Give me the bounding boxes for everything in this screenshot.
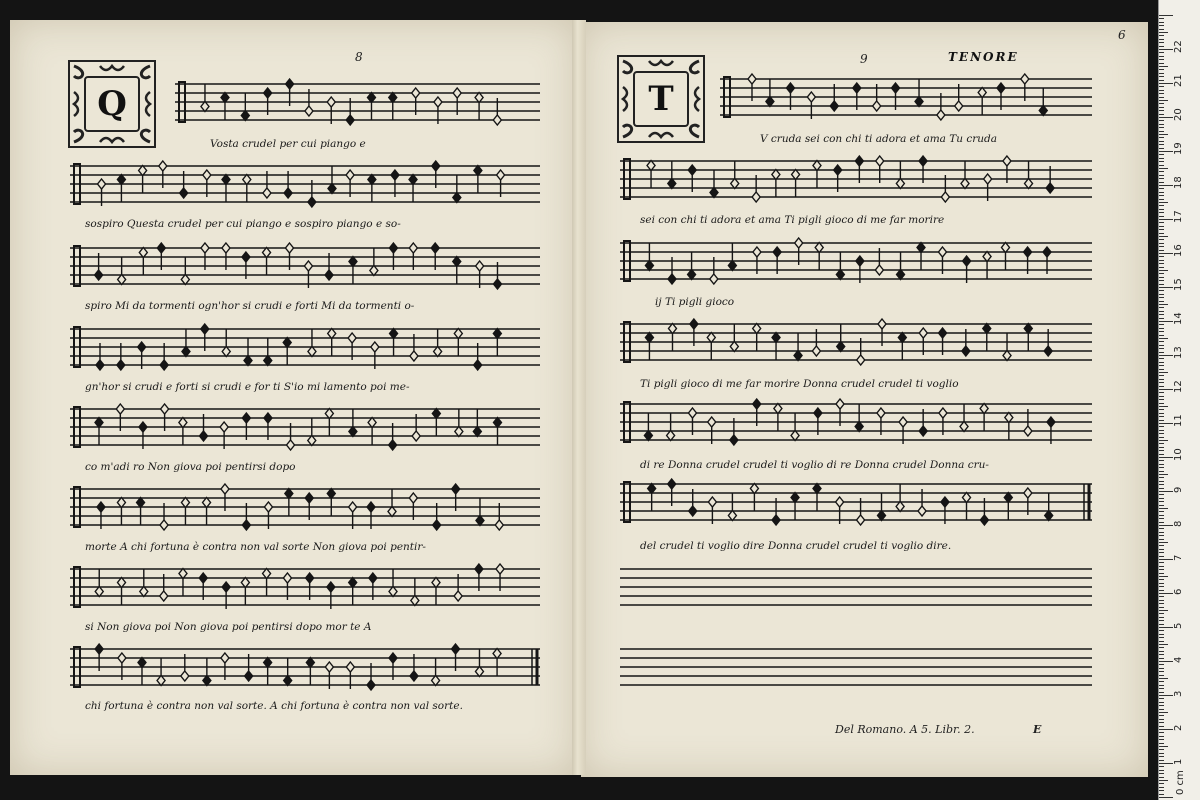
ruler-tick xyxy=(1159,416,1164,417)
ruler-tick xyxy=(1159,90,1164,91)
ruler-tick xyxy=(1159,450,1164,451)
ruler-number: 7 xyxy=(1173,554,1184,561)
ruler-tick xyxy=(1159,59,1164,60)
lyric-line: Vosta crudel per cui piango e xyxy=(210,138,366,150)
ruler-tick xyxy=(1159,777,1164,778)
ruler-tick xyxy=(1159,304,1168,305)
ruler-tick xyxy=(1159,73,1164,74)
ruler-tick xyxy=(1159,430,1164,431)
ruler-tick xyxy=(1159,688,1164,689)
ruler-tick xyxy=(1159,603,1164,604)
music-staff xyxy=(70,563,540,615)
ruler-tick xyxy=(1159,372,1168,373)
ruler-tick xyxy=(1159,25,1164,26)
lyric-line: del crudel ti voglio dire Donna crudel crudel ti voglio dire. xyxy=(640,540,952,552)
ruler-tick xyxy=(1159,753,1164,754)
ruler-tick xyxy=(1159,175,1164,176)
ruler-tick xyxy=(1159,467,1164,468)
ruler-tick xyxy=(1159,426,1164,427)
ruler-tick xyxy=(1159,787,1164,788)
ruler-tick xyxy=(1159,508,1168,509)
ruler-tick xyxy=(1159,620,1164,621)
ruler-tick xyxy=(1159,246,1164,247)
ruler-tick xyxy=(1159,321,1173,322)
ruler-tick xyxy=(1159,790,1164,791)
ruler-tick xyxy=(1159,185,1173,186)
ruler-tick xyxy=(1159,243,1164,244)
ruler-tick xyxy=(1159,729,1173,730)
lyric-line: si Non giova poi Non giova poi pentirsi dopo mor te A xyxy=(85,621,372,633)
music-staff xyxy=(720,73,1092,125)
ruler-tick xyxy=(1159,233,1164,234)
colophon-footer: Del Romano. A 5. Libr. 2. xyxy=(835,723,975,736)
ruler-tick xyxy=(1159,335,1164,336)
ruler-tick xyxy=(1159,685,1164,686)
ruler-tick xyxy=(1159,722,1164,723)
ruler-tick xyxy=(1159,80,1164,81)
ruler-number: 5 xyxy=(1173,622,1184,629)
ruler-tick xyxy=(1159,675,1164,676)
ruler-tick xyxy=(1159,545,1164,546)
ruler-number: 17 xyxy=(1173,210,1184,223)
ruler-tick xyxy=(1159,658,1164,659)
ruler-tick xyxy=(1159,535,1164,536)
ruler-tick xyxy=(1159,505,1164,506)
ruler-tick xyxy=(1159,83,1173,84)
ruler-tick xyxy=(1159,15,1173,16)
ruler-number: 9 xyxy=(1173,486,1184,493)
ruler-tick xyxy=(1159,151,1173,152)
ruler-tick xyxy=(1159,56,1164,57)
ruler-tick xyxy=(1159,743,1164,744)
ruler-number: 20 xyxy=(1173,108,1184,121)
ruler-tick xyxy=(1159,280,1164,281)
ruler-tick xyxy=(1159,69,1164,70)
right-page-number: 9 xyxy=(860,52,868,66)
ruler-tick xyxy=(1159,474,1168,475)
ruler-tick xyxy=(1159,569,1164,570)
ruler-tick xyxy=(1159,556,1164,557)
ruler-tick xyxy=(1159,250,1164,251)
ruler-tick xyxy=(1159,637,1164,638)
ruler-tick xyxy=(1159,406,1168,407)
ruler-tick xyxy=(1159,433,1164,434)
initial-letter-q xyxy=(68,60,156,148)
ruler-tick xyxy=(1159,314,1164,315)
lyric-line: gn'hor si crudi e forti si crudi e for ti S'io mi lamento poi me- xyxy=(85,381,410,393)
lyric-line: di re Donna crudel crudel ti voglio di re Donna crudel Donna cru- xyxy=(640,459,989,471)
ruler-tick xyxy=(1159,586,1164,587)
ruler-tick xyxy=(1159,158,1164,159)
ruler-tick xyxy=(1159,403,1164,404)
ruler-tick xyxy=(1159,341,1164,342)
ruler-tick xyxy=(1159,165,1164,166)
ruler-number: 10 xyxy=(1173,448,1184,461)
ruler-tick xyxy=(1159,124,1164,125)
ruler-tick xyxy=(1159,148,1164,149)
ruler-tick xyxy=(1159,161,1164,162)
ruler-tick xyxy=(1159,780,1168,781)
folio-number: 6 xyxy=(1118,28,1126,42)
ruler-tick xyxy=(1159,766,1164,767)
ruler-tick xyxy=(1159,443,1164,444)
ruler-tick xyxy=(1159,110,1164,111)
lyric-line: sei con chi ti adora et ama Ti pigli gioco di me far morire xyxy=(640,214,945,226)
signature-mark: E xyxy=(1033,723,1042,736)
ruler-tick xyxy=(1159,440,1168,441)
ruler-tick xyxy=(1159,464,1164,465)
ruler-tick xyxy=(1159,205,1164,206)
ruler-tick xyxy=(1159,494,1164,495)
ruler-number: 21 xyxy=(1173,74,1184,87)
ruler-tick xyxy=(1159,399,1164,400)
ruler-tick xyxy=(1159,260,1164,261)
ruler-tick xyxy=(1159,518,1164,519)
lyric-line: chi fortuna è contra non val sorte. A chi fortuna è contra non val sorte. xyxy=(85,700,463,712)
ruler-tick xyxy=(1159,566,1164,567)
ruler-tick xyxy=(1159,324,1164,325)
ruler-tick xyxy=(1159,484,1164,485)
ruler-tick xyxy=(1159,756,1164,757)
ruler-tick xyxy=(1159,331,1164,332)
ruler-tick xyxy=(1159,539,1164,540)
ruler-tick xyxy=(1159,178,1164,179)
ruler-tick xyxy=(1159,573,1164,574)
ruler-tick xyxy=(1159,46,1164,47)
music-staff xyxy=(70,242,540,294)
ruler-tick xyxy=(1159,209,1164,210)
lyric-line: sospiro Questa crudel per cui piango e sospiro piango e so- xyxy=(85,218,401,230)
book-gutter xyxy=(572,20,586,775)
ruler-tick xyxy=(1159,477,1164,478)
ruler-tick xyxy=(1159,239,1164,240)
ruler-tick xyxy=(1159,457,1173,458)
ruler-tick xyxy=(1159,634,1164,635)
ruler-tick xyxy=(1159,460,1164,461)
ruler-tick xyxy=(1159,362,1164,363)
ruler-tick xyxy=(1159,39,1164,40)
ruler-tick xyxy=(1159,229,1164,230)
ruler-tick xyxy=(1159,447,1164,448)
ruler-tick xyxy=(1159,491,1173,492)
ruler-tick xyxy=(1159,222,1164,223)
ruler-tick xyxy=(1159,596,1164,597)
ruler-tick xyxy=(1159,294,1164,295)
ruler-tick xyxy=(1159,192,1164,193)
ruler-tick xyxy=(1159,749,1164,750)
lyric-line: spiro Mi da tormenti ogn'hor si crudi e forti Mi da tormenti o- xyxy=(85,300,415,312)
left-page-number: 8 xyxy=(355,50,363,64)
ruler-number: 13 xyxy=(1173,346,1184,359)
ruler-tick xyxy=(1159,522,1164,523)
ruler-tick xyxy=(1159,358,1164,359)
ruler-number: 15 xyxy=(1173,278,1184,291)
measurement-ruler xyxy=(1158,0,1200,800)
ruler-tick xyxy=(1159,498,1164,499)
ruler-tick xyxy=(1159,42,1164,43)
ruler-tick xyxy=(1159,171,1164,172)
music-staff xyxy=(620,478,1092,530)
ruler-tick xyxy=(1159,144,1164,145)
ruler-tick xyxy=(1159,267,1164,268)
ruler-tick xyxy=(1159,392,1164,393)
ruler-tick xyxy=(1159,338,1168,339)
music-staff xyxy=(70,160,540,212)
ruler-tick xyxy=(1159,678,1168,679)
ruler-tick xyxy=(1159,290,1164,291)
ruler-tick xyxy=(1159,732,1164,733)
ruler-tick xyxy=(1159,345,1164,346)
ruler-tick xyxy=(1159,29,1164,30)
ruler-tick xyxy=(1159,681,1164,682)
ruler-tick xyxy=(1159,63,1164,64)
ruler-tick xyxy=(1159,420,1164,421)
ruler-tick xyxy=(1159,763,1173,764)
ruler-number: 18 xyxy=(1173,176,1184,189)
ruler-number: 6 xyxy=(1173,588,1184,595)
ruler-tick xyxy=(1159,413,1164,414)
ruler-tick xyxy=(1159,542,1168,543)
ruler-tick xyxy=(1159,610,1168,611)
ruler-tick xyxy=(1159,182,1164,183)
ruler-number: 11 xyxy=(1173,414,1184,427)
ruler-tick xyxy=(1159,607,1164,608)
ruler-tick xyxy=(1159,501,1164,502)
ruler-tick xyxy=(1159,630,1164,631)
ruler-tick xyxy=(1159,154,1164,155)
ruler-tick xyxy=(1159,114,1164,115)
ruler-tick xyxy=(1159,311,1164,312)
ruler-tick xyxy=(1159,525,1173,526)
ruler-tick xyxy=(1159,301,1164,302)
ruler-tick xyxy=(1159,216,1164,217)
ruler-tick xyxy=(1159,726,1164,727)
ruler-tick xyxy=(1159,481,1164,482)
ruler-tick xyxy=(1159,219,1173,220)
ruler-tick xyxy=(1159,549,1164,550)
ruler-tick xyxy=(1159,236,1168,237)
lyric-line: V cruda sei con chi ti adora et ama Tu cruda xyxy=(760,133,998,145)
ruler-number: 19 xyxy=(1173,142,1184,155)
ruler-tick xyxy=(1159,600,1164,601)
ruler-tick xyxy=(1159,692,1164,693)
ruler-tick xyxy=(1159,532,1164,533)
ruler-tick xyxy=(1159,709,1164,710)
ruler-tick xyxy=(1159,35,1164,36)
ruler-tick xyxy=(1159,423,1173,424)
ruler-tick xyxy=(1159,93,1164,94)
ruler-tick xyxy=(1159,199,1164,200)
ruler-tick xyxy=(1159,386,1164,387)
ruler-tick xyxy=(1159,369,1164,370)
ruler-tick xyxy=(1159,141,1164,142)
music-staff xyxy=(620,155,1092,207)
ruler-tick xyxy=(1159,715,1164,716)
ruler-tick xyxy=(1159,365,1164,366)
ruler-tick xyxy=(1159,131,1164,132)
ruler-tick xyxy=(1159,396,1164,397)
ruler-tick xyxy=(1159,202,1168,203)
initial-letter-glyph: Q xyxy=(84,76,140,132)
ruler-tick xyxy=(1159,797,1173,798)
ruler-tick xyxy=(1159,617,1164,618)
ruler-tick xyxy=(1159,273,1164,274)
ruler-number: 4 xyxy=(1173,656,1184,663)
music-staff xyxy=(70,643,540,695)
ruler-tick xyxy=(1159,86,1164,87)
ruler-tick xyxy=(1159,736,1164,737)
ruler-tick xyxy=(1159,297,1164,298)
ruler-tick xyxy=(1159,100,1168,101)
ruler-tick xyxy=(1159,277,1164,278)
ruler-tick xyxy=(1159,511,1164,512)
ruler-tick xyxy=(1159,134,1168,135)
ruler-tick xyxy=(1159,382,1164,383)
ruler-tick xyxy=(1159,352,1164,353)
ruler-tick xyxy=(1159,760,1164,761)
ruler-tick xyxy=(1159,698,1164,699)
ruler-tick xyxy=(1159,695,1173,696)
ruler-tick xyxy=(1159,284,1164,285)
ruler-number: 1 xyxy=(1173,758,1184,765)
ruler-tick xyxy=(1159,647,1164,648)
ruler-tick xyxy=(1159,702,1164,703)
ruler-tick xyxy=(1159,552,1164,553)
ruler-tick xyxy=(1159,576,1168,577)
ruler-tick xyxy=(1159,471,1164,472)
lyric-line: co m'adi ro Non giova poi pentirsi dopo xyxy=(85,461,296,473)
ruler-tick xyxy=(1159,318,1164,319)
ruler-tick xyxy=(1159,117,1173,118)
ruler-tick xyxy=(1159,593,1173,594)
ruler-tick xyxy=(1159,127,1164,128)
ruler-tick xyxy=(1159,590,1164,591)
ruler-tick xyxy=(1159,654,1164,655)
music-staff xyxy=(175,78,540,130)
ruler-tick xyxy=(1159,66,1168,67)
ruler-tick xyxy=(1159,794,1164,795)
ruler-tick xyxy=(1159,379,1164,380)
ruler-tick xyxy=(1159,137,1164,138)
ruler-tick xyxy=(1159,168,1168,169)
music-staff xyxy=(620,318,1092,370)
ruler-tick xyxy=(1159,253,1173,254)
ruler-tick xyxy=(1159,746,1168,747)
ruler-tick xyxy=(1159,212,1164,213)
lyric-line: ij Ti pigli gioco xyxy=(655,296,735,308)
music-staff xyxy=(620,398,1092,450)
ruler-tick xyxy=(1159,641,1164,642)
ruler-tick xyxy=(1159,719,1164,720)
ruler-tick xyxy=(1159,528,1164,529)
ruler-number: 8 xyxy=(1173,520,1184,527)
ruler-unit-label: 0 cm xyxy=(1175,770,1186,795)
initial-letter-glyph: T xyxy=(633,71,689,127)
lyric-line: morte A chi fortuna è contra non val sorte Non giova poi pentir- xyxy=(85,541,426,553)
ruler-tick xyxy=(1159,355,1173,356)
ruler-number: 3 xyxy=(1173,690,1184,697)
ruler-tick xyxy=(1159,256,1164,257)
ruler-tick xyxy=(1159,22,1164,23)
ruler-tick xyxy=(1159,328,1164,329)
music-staff xyxy=(70,323,540,375)
ruler-tick xyxy=(1159,454,1164,455)
ruler-tick xyxy=(1159,488,1164,489)
ruler-tick xyxy=(1159,32,1168,33)
ruler-tick xyxy=(1159,195,1164,196)
ruler-tick xyxy=(1159,562,1164,563)
ruler-tick xyxy=(1159,437,1164,438)
ruler-tick xyxy=(1159,559,1173,560)
ruler-tick xyxy=(1159,18,1164,19)
ruler-tick xyxy=(1159,712,1168,713)
lyric-line: Ti pigli gioco di me far morire Donna crudel crudel ti voglio xyxy=(640,378,959,390)
ruler-tick xyxy=(1159,644,1168,645)
ruler-tick xyxy=(1159,76,1164,77)
ruler-tick xyxy=(1159,664,1164,665)
ruler-tick xyxy=(1159,770,1164,771)
music-staff xyxy=(70,403,540,455)
ruler-tick xyxy=(1159,627,1173,628)
ruler-number: 22 xyxy=(1173,40,1184,53)
ruler-tick xyxy=(1159,103,1164,104)
ruler-tick xyxy=(1159,188,1164,189)
ruler-number: 14 xyxy=(1173,312,1184,325)
music-staff xyxy=(620,643,1092,695)
ruler-tick xyxy=(1159,49,1173,50)
ruler-tick xyxy=(1159,307,1164,308)
ruler-tick xyxy=(1159,661,1173,662)
ruler-tick xyxy=(1159,515,1164,516)
ruler-tick xyxy=(1159,583,1164,584)
ruler-tick xyxy=(1159,226,1164,227)
ruler-tick xyxy=(1159,389,1173,390)
initial-letter-t xyxy=(617,55,705,143)
ruler-tick xyxy=(1159,97,1164,98)
ruler-tick xyxy=(1159,52,1164,53)
ruler-tick xyxy=(1159,263,1164,264)
ruler-number: 2 xyxy=(1173,724,1184,731)
ruler-tick xyxy=(1159,287,1173,288)
ruler-tick xyxy=(1159,348,1164,349)
ruler-number: 12 xyxy=(1173,380,1184,393)
ruler-tick xyxy=(1159,579,1164,580)
ruler-tick xyxy=(1159,739,1164,740)
ruler-tick xyxy=(1159,668,1164,669)
ruler-tick xyxy=(1159,783,1164,784)
ruler-tick xyxy=(1159,375,1164,376)
voice-label: TENORE xyxy=(948,50,1019,64)
ruler-tick xyxy=(1159,705,1164,706)
music-staff xyxy=(70,483,540,535)
ruler-tick xyxy=(1159,651,1164,652)
ruler-number: 16 xyxy=(1173,244,1184,257)
music-staff xyxy=(620,237,1092,289)
ruler-tick xyxy=(1159,107,1164,108)
ruler-tick xyxy=(1159,270,1168,271)
ruler-tick xyxy=(1159,671,1164,672)
ruler-tick xyxy=(1159,773,1164,774)
ruler-tick xyxy=(1159,613,1164,614)
ruler-tick xyxy=(1159,624,1164,625)
music-staff xyxy=(620,563,1092,615)
ruler-tick xyxy=(1159,120,1164,121)
ruler-tick xyxy=(1159,409,1164,410)
